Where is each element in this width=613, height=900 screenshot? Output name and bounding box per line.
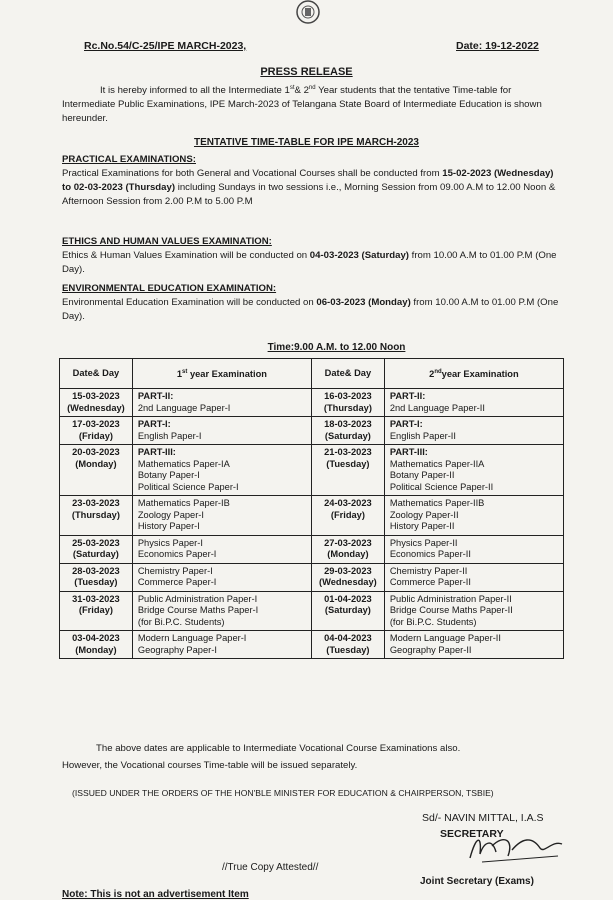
exam-date: 20-03-2023	[72, 447, 120, 457]
exam-paper: Economics Paper-II	[389, 549, 471, 559]
table-row	[60, 417, 564, 445]
second-year-exam-cell	[384, 563, 563, 591]
advertisement-note: Note: This is not an advertisement Item	[62, 889, 249, 900]
second-year-date-cell	[311, 445, 384, 496]
second-year-date-cell	[311, 496, 384, 536]
exam-date: 29-03-2023	[324, 565, 372, 576]
exam-weekday: (Saturday)	[324, 605, 371, 615]
exam-paper: Commerce Paper-II	[389, 577, 471, 587]
exam-weekday: (Tuesday)	[74, 577, 118, 587]
column-header-first-year: 1st year Examination	[132, 359, 311, 389]
first-year-date-cell	[60, 535, 133, 563]
second-year-date-cell	[311, 535, 384, 563]
first-year-exam-cell	[132, 591, 311, 631]
second-year-date-cell	[311, 389, 384, 417]
second-year-date-cell	[311, 591, 384, 631]
exam-weekday: (Wednesday)	[67, 402, 125, 413]
exam-paper: History Paper-I	[137, 521, 200, 531]
exam-paper: Botany Paper-II	[389, 470, 455, 480]
document-date: Date: 19-12-2022	[456, 40, 539, 52]
exam-paper: Commerce Paper-I	[137, 577, 217, 587]
exam-date: 04-04-2023	[324, 633, 372, 643]
intro-paragraph: It is hereby informed to all the Intermediate 1st& 2nd Year students that the tentative Time-table for Intermediate Public Examinations, IPE March-2023 of Telangana State Board of Intermediate Education is shown hereunder.	[62, 85, 542, 125]
first-year-date-cell	[60, 563, 133, 591]
timetable	[59, 358, 564, 659]
exam-weekday: (Tuesday)	[326, 458, 370, 469]
second-year-exam-cell	[384, 535, 563, 563]
ethics-text: Ethics & Human Values Examination will be conducted on 04-03-2023 (Saturday) from 10.00 A.M to 01.00 P.M (One Day).	[62, 250, 557, 275]
issued-under-note: (ISSUED UNDER THE ORDERS OF THE HON'BLE MINISTER FOR EDUCATION & CHAIRPERSON, TSBIE)	[72, 788, 494, 798]
second-year-exam-cell	[384, 417, 563, 445]
exam-paper: Political Science Paper-I	[137, 481, 239, 492]
exam-paper: Economics Paper-I	[137, 549, 217, 559]
handwritten-signature	[462, 828, 572, 868]
exam-date: 23-03-2023	[72, 498, 120, 508]
exam-part-label: PART-III:	[389, 447, 428, 457]
second-year-exam-cell	[384, 496, 563, 536]
exam-date: 24-03-2023	[324, 498, 372, 508]
first-year-date-cell	[60, 389, 133, 417]
exam-date: 15-03-2023	[72, 391, 120, 401]
exam-paper: Zoology Paper-I	[137, 509, 204, 520]
exam-paper: English Paper-I	[137, 430, 202, 441]
exam-part-label: PART-II:	[137, 391, 174, 401]
environmental-heading: ENVIRONMENTAL EDUCATION EXAMINATION:	[62, 283, 277, 294]
first-year-exam-cell	[132, 631, 311, 659]
column-header-date2: Date& Day	[311, 359, 384, 389]
exam-paper: Geography Paper-II	[389, 644, 472, 655]
vocational-note-2: However, the Vocational courses Time-table will be issued separately.	[62, 760, 358, 771]
exam-paper: (for Bi.P.C. Students)	[137, 616, 225, 627]
exam-weekday: (Tuesday)	[326, 644, 370, 655]
first-year-exam-cell	[132, 496, 311, 536]
exam-paper: History Paper-II	[389, 521, 455, 531]
exam-weekday: (Friday)	[78, 605, 113, 615]
exam-part-label: PART-III:	[137, 447, 176, 457]
practical-text: Practical Examinations for both General and Vocational Courses shall be conducted from 15-02-2023 (Wednesday) to 02-03-2023 (Thursday) including Sundays in two sessions i.e., Morning Session from 09.00 A.M to 12.00 Noon & Afternoon Session from 2.00 P.M to 5.00 P.M	[62, 168, 556, 207]
signed-by: Sd/- NAVIN MITTAL, I.A.S	[422, 812, 544, 824]
first-year-exam-cell	[132, 535, 311, 563]
first-year-date-cell	[60, 591, 133, 631]
first-year-exam-cell	[132, 389, 311, 417]
exam-paper: Political Science Paper-II	[389, 481, 494, 492]
exam-date: 31-03-2023	[72, 593, 120, 604]
exam-paper: Mathematics Paper-IIA	[389, 458, 485, 469]
table-row	[60, 389, 564, 417]
exam-paper: Modern Language Paper-II	[389, 633, 501, 643]
exam-paper: Geography Paper-I	[137, 644, 217, 655]
table-row	[60, 563, 564, 591]
secretary-title: SECRETARY	[440, 828, 504, 840]
exam-paper: Bridge Course Maths Paper-I	[137, 605, 259, 615]
exam-date: 17-03-2023	[72, 419, 120, 429]
exam-paper: Mathematics Paper-IIB	[389, 498, 485, 508]
exam-paper: Public Administration Paper-II	[389, 593, 512, 604]
exam-paper: 2nd Language Paper-II	[389, 402, 485, 413]
first-year-date-cell	[60, 631, 133, 659]
second-year-exam-cell	[384, 445, 563, 496]
practical-heading: PRACTICAL EXAMINATIONS:	[62, 154, 196, 165]
exam-paper: Zoology Paper-II	[389, 509, 459, 520]
exam-weekday: (Monday)	[75, 644, 117, 655]
exam-weekday: (Friday)	[78, 430, 113, 441]
second-year-exam-cell	[384, 591, 563, 631]
table-header-row	[60, 359, 564, 389]
table-row	[60, 591, 564, 631]
exam-paper: Botany Paper-I	[137, 470, 200, 480]
exam-weekday: (Saturday)	[72, 549, 119, 559]
exam-paper: Chemistry Paper-I	[137, 565, 213, 576]
second-year-exam-cell	[384, 631, 563, 659]
reference-number: Rc.No.54/C-25/IPE MARCH-2023,	[84, 40, 247, 52]
first-year-date-cell	[60, 496, 133, 536]
exam-part-label: PART-I:	[137, 419, 171, 429]
exam-paper: Public Administration Paper-I	[137, 593, 258, 604]
exam-date: 28-03-2023	[72, 565, 120, 576]
exam-date: 16-03-2023	[324, 391, 372, 401]
environmental-text: Environmental Education Examination will be conducted on 06-03-2023 (Monday) from 10.00 A.M to 01.00 P.M (One Day).	[62, 297, 559, 322]
timetable-subtitle: TENTATIVE TIME-TABLE FOR IPE MARCH-2023	[193, 137, 419, 148]
exam-weekday: (Wednesday)	[319, 577, 377, 587]
first-year-exam-cell	[132, 563, 311, 591]
exam-part-label: PART-II:	[389, 391, 426, 401]
table-row	[60, 445, 564, 496]
table-row	[60, 631, 564, 659]
second-year-date-cell	[311, 631, 384, 659]
vocational-note-1: The above dates are applicable to Intermediate Vocational Course Examinations also.	[96, 743, 461, 754]
exam-paper: Physics Paper-I	[137, 537, 203, 548]
exam-paper: Physics Paper-II	[389, 537, 458, 548]
exam-date: 03-04-2023	[72, 633, 120, 643]
exam-weekday: (Monday)	[75, 458, 117, 469]
exam-date: 01-04-2023	[324, 593, 372, 604]
exam-weekday: (Thursday)	[71, 509, 120, 520]
exam-time-heading: Time:9.00 A.M. to 12.00 Noon	[267, 342, 406, 353]
exam-weekday: (Monday)	[327, 549, 369, 559]
exam-paper: English Paper-II	[389, 430, 456, 441]
column-header-date1: Date& Day	[60, 359, 133, 389]
first-year-exam-cell	[132, 445, 311, 496]
exam-date: 27-03-2023	[324, 537, 372, 548]
column-header-second-year: 2ndyear Examination	[384, 359, 563, 389]
joint-secretary-title: Joint Secretary (Exams)	[420, 876, 534, 887]
exam-paper: Mathematics Paper-IA	[137, 458, 230, 469]
first-year-date-cell	[60, 445, 133, 496]
table-row	[60, 535, 564, 563]
true-copy-attested: //True Copy Attested//	[222, 862, 319, 873]
first-year-date-cell	[60, 417, 133, 445]
exam-paper: Mathematics Paper-IB	[137, 498, 230, 508]
second-year-date-cell	[311, 563, 384, 591]
exam-weekday: (Thursday)	[323, 402, 372, 413]
exam-paper: Chemistry Paper-II	[389, 565, 468, 576]
exam-paper: Bridge Course Maths Paper-II	[389, 605, 513, 615]
exam-paper: 2nd Language Paper-I	[137, 402, 231, 413]
exam-date: 18-03-2023	[324, 419, 372, 429]
board-emblem-icon	[293, 0, 323, 26]
exam-weekday: (Friday)	[330, 509, 365, 520]
exam-weekday: (Saturday)	[324, 430, 371, 441]
first-year-exam-cell	[132, 417, 311, 445]
second-year-date-cell	[311, 417, 384, 445]
table-row	[60, 496, 564, 536]
exam-date: 21-03-2023	[324, 447, 372, 457]
exam-date: 25-03-2023	[72, 537, 120, 548]
second-year-exam-cell	[384, 389, 563, 417]
press-release-title: PRESS RELEASE	[260, 66, 353, 78]
exam-part-label: PART-I:	[389, 419, 423, 429]
exam-paper: (for Bi.P.C. Students)	[389, 616, 477, 627]
ethics-heading: ETHICS AND HUMAN VALUES EXAMINATION:	[62, 236, 272, 247]
exam-paper: Modern Language Paper-I	[137, 633, 247, 643]
